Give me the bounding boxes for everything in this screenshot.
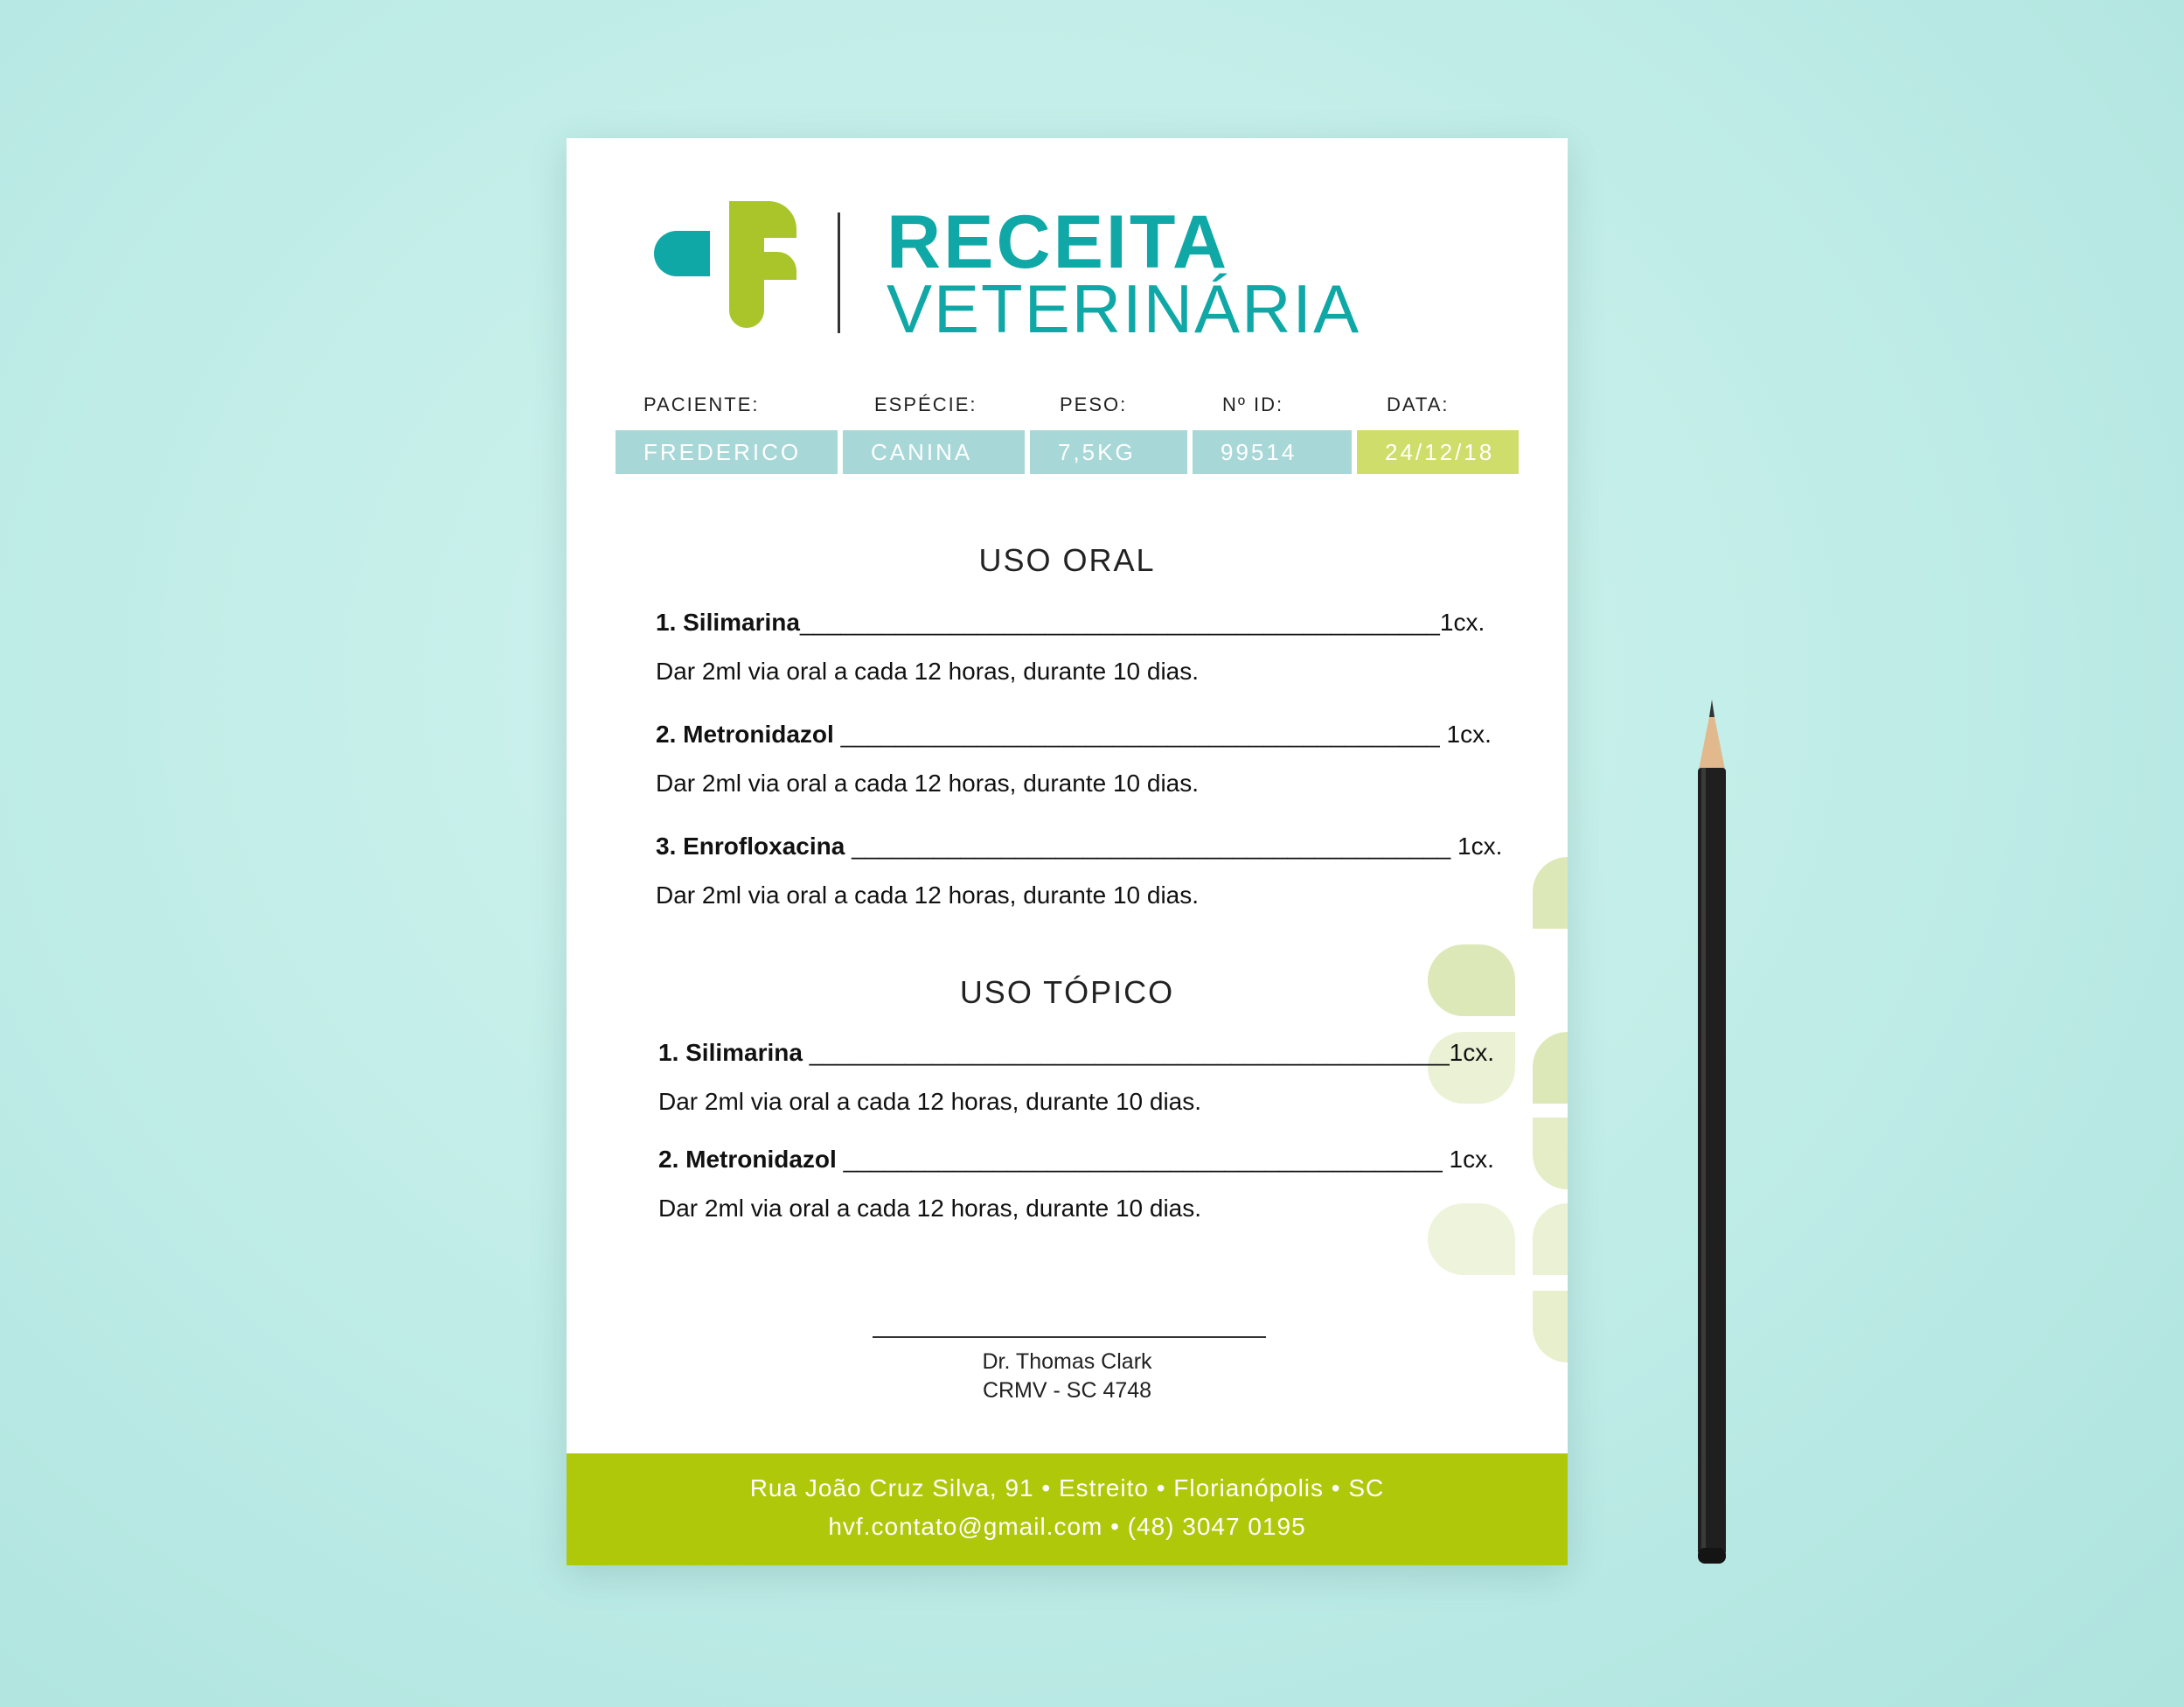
med-fill-line: ____________________________________________ [836,1146,1450,1173]
decor-petal [1533,1032,1568,1104]
med-name: 1. Silimarina [656,609,800,636]
med-qty: 1cx. [1449,1146,1494,1173]
label-data: DATA: [1387,394,1450,415]
label-peso: PESO: [1060,394,1128,415]
signature-line [873,1336,1266,1338]
med-qty: 1cx. [1449,1039,1495,1066]
med-line [656,721,1492,749]
med-instructions: Dar 2ml via oral a cada 12 horas, durante 10 dias. [656,881,1200,909]
footer-contact: hvf.contato@gmail.com • (48) 3047 0195 [828,1513,1306,1540]
med-line [658,1146,1494,1174]
med-name: 2. Metronidazol [658,1146,837,1173]
label-especie: ESPÉCIE: [874,394,977,415]
med-qty: 1cx. [1457,833,1503,860]
logo-cross-icon [645,201,803,345]
section-title-topico: USO TÓPICO [959,974,1175,1010]
value-peso: 7,5KG [1030,430,1187,474]
med-instructions: Dar 2ml via oral a cada 12 horas, durante 10 dias. [658,1088,1202,1115]
doctor-name: Dr. Thomas Clark [982,1349,1152,1374]
med-fill-line: _______________________________________________ [802,1039,1450,1066]
decor-petal [1533,1118,1568,1189]
footer-address: Rua João Cruz Silva, 91 • Estreito • Florianópolis • SC [749,1474,1385,1501]
label-id: Nº ID: [1222,394,1284,415]
doctor-registration: CRMV - SC 4748 [982,1378,1152,1403]
med-name: 3. Enrofloxacina [656,833,845,860]
page-title: RECEITA [887,200,1230,284]
decor-petal [1428,1203,1515,1275]
med-instructions: Dar 2ml via oral a cada 12 horas, durante 10 dias. [658,1195,1202,1222]
logo-divider [838,213,840,333]
pencil-icon [1694,700,1730,1565]
value-data: 24/12/18 [1357,430,1519,474]
label-paciente: PACIENTE: [643,394,760,415]
med-qty: 1cx. [1446,721,1492,748]
med-name: 1. Silimarina [658,1039,803,1066]
decor-petal [1533,1203,1568,1275]
decor-petal [1533,857,1568,929]
med-name: 2. Metronidazol [656,721,834,748]
med-line [658,1039,1494,1067]
med-fill-line: _______________________________________________ [799,609,1440,636]
prescription-sheet [567,138,1568,1565]
value-id: 99514 [1193,430,1352,474]
page-subtitle: VETERINÁRIA [887,270,1361,347]
med-line [656,833,1502,860]
med-qty: 1cx. [1439,609,1485,636]
footer-bar [567,1453,1568,1565]
section-title-oral: USO ORAL [978,542,1156,578]
value-paciente: FREDERICO [616,430,838,474]
med-instructions: Dar 2ml via oral a cada 12 horas, durante 10 dias. [656,770,1200,797]
med-fill-line: ____________________________________________ [845,833,1458,860]
med-fill-line: ____________________________________________ [833,721,1447,748]
med-instructions: Dar 2ml via oral a cada 12 horas, durante 10 dias. [656,658,1200,685]
value-especie: CANINA [843,430,1025,474]
med-line [656,609,1485,637]
